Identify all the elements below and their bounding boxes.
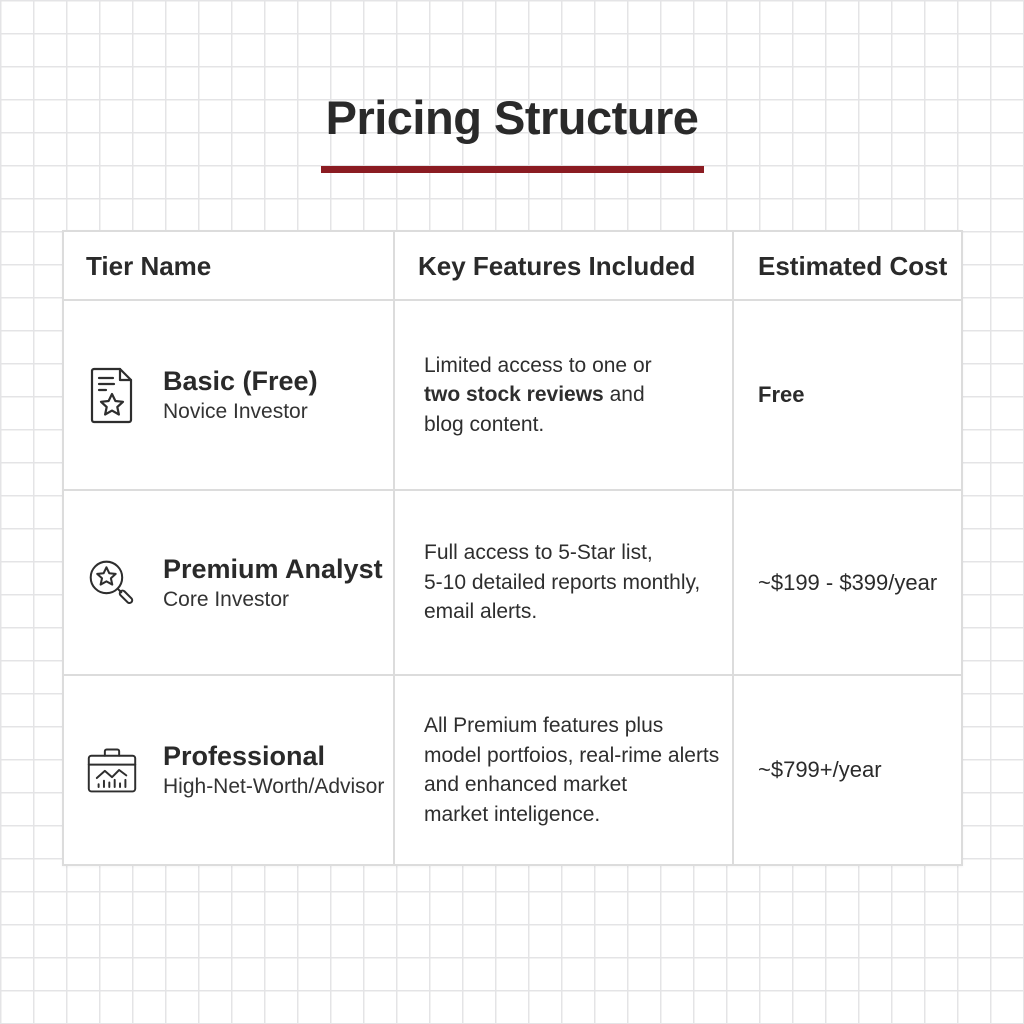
tier-cell [64, 676, 393, 864]
header-estimated-cost: Estimated Cost [732, 232, 961, 301]
tier-audience: High-Net-Worth/Advisor [163, 775, 385, 798]
tier-name: Professional [163, 741, 326, 771]
features-line: model portfoios, real-rime alerts [424, 743, 720, 767]
cost-value: Free [758, 382, 805, 407]
tier-cell [64, 491, 393, 674]
tier-audience: Novice Investor [163, 400, 308, 423]
header-key-features: Key Features Included [393, 232, 732, 301]
tier-name: Premium Analyst [163, 553, 383, 584]
features-cell [393, 676, 732, 864]
magnifier-star-icon [87, 553, 137, 613]
tier-audience: Core Investor [163, 587, 290, 611]
features-highlight: two stock reviews [424, 383, 604, 407]
page-title: Pricing Structure [325, 91, 699, 144]
features-line: Full access to 5-Star list, [424, 541, 653, 565]
header-tier-name: Tier Name [86, 251, 212, 281]
cost-value: ~$799+/year [758, 757, 882, 782]
document-star-icon [87, 365, 137, 425]
features-line: 5-10 detailed reports monthly, [424, 570, 701, 594]
features-cell [393, 491, 732, 674]
cost-value: ~$199 - $399/year [758, 569, 938, 595]
features-line: email alerts. [424, 600, 538, 624]
table-row [64, 299, 961, 489]
tier-cell [64, 301, 393, 489]
features-line: market inteligence. [424, 802, 601, 826]
briefcase-chart-icon [87, 740, 137, 800]
table-row [64, 674, 961, 864]
table-header-row [64, 232, 961, 301]
features-line: Limited access to one or [424, 353, 652, 377]
features-line [424, 380, 652, 410]
title-underline-divider [321, 166, 704, 173]
cost-cell [732, 301, 961, 489]
tier-name: Basic (Free) [163, 366, 318, 396]
features-line: blog content. [424, 412, 545, 436]
features-cell [393, 301, 732, 489]
features-line: All Premium features plus [424, 714, 664, 737]
features-line-tail: and [603, 383, 645, 407]
cost-cell [732, 676, 961, 864]
pricing-table [62, 230, 963, 866]
cost-cell [732, 491, 961, 674]
features-line: and enhanced market [424, 773, 628, 796]
table-row [64, 489, 961, 674]
